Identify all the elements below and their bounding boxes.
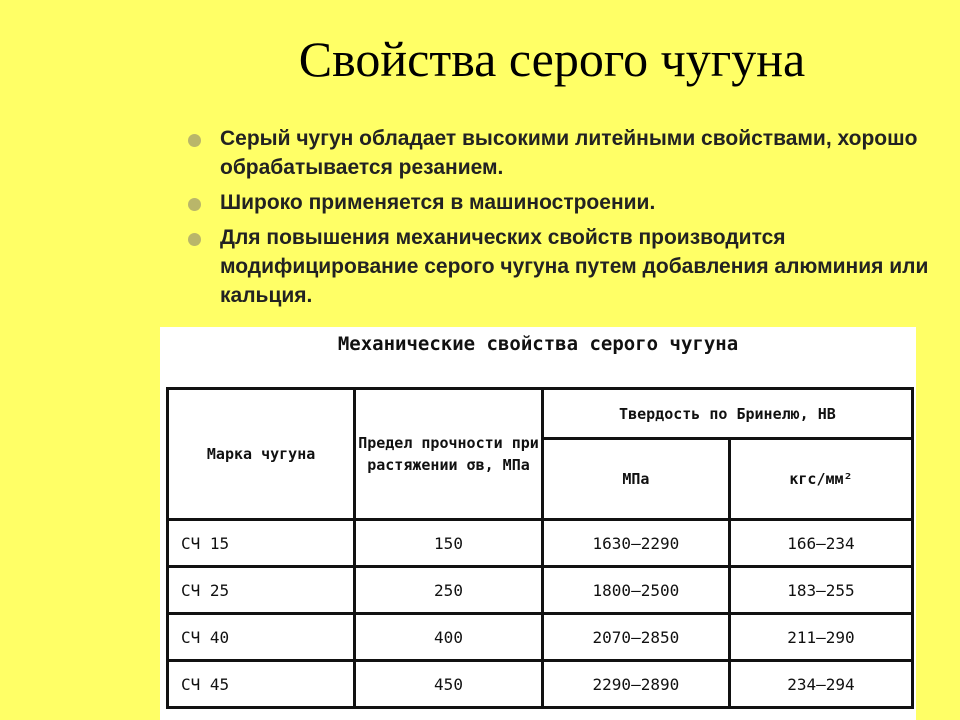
cell-strength: 150 (355, 520, 543, 567)
bullet-text: Для повышения механических свойств производится модифицирование серого чугуна путем добавления алюминия или кальция. (220, 226, 929, 307)
bullet-dot-icon (188, 233, 201, 246)
table-row (168, 567, 913, 614)
slide-title: Свойства серого чугуна (298, 31, 806, 87)
cell-mpa: 2290–2890 (542, 661, 729, 708)
bullet-dot-icon (188, 134, 201, 147)
bullet-item (188, 223, 948, 310)
header-strength: Предел прочности при растяжении σв, МПа (355, 389, 543, 520)
cell-grade: СЧ 15 (168, 520, 355, 567)
bullet-text: Серый чугун обладает высокими литейными свойствами, хорошо обрабатывается резанием. (220, 127, 918, 179)
properties-table-panel (160, 327, 916, 720)
bullet-item (188, 188, 948, 217)
header-grade: Марка чугуна (168, 389, 355, 520)
header-kgf: кгс/мм² (729, 439, 912, 520)
table-caption: Механические свойства серого чугуна (337, 333, 739, 355)
cell-mpa: 1800–2500 (542, 567, 729, 614)
table-row (168, 520, 913, 567)
cell-kgf: 183–255 (729, 567, 912, 614)
table-row (168, 614, 913, 661)
cell-strength: 250 (355, 567, 543, 614)
header-mpa: МПа (542, 439, 729, 520)
cell-strength: 450 (355, 661, 543, 708)
header-hardness: Твердость по Бринелю, НВ (542, 389, 912, 439)
cell-mpa: 1630–2290 (542, 520, 729, 567)
bullet-text: Широко применяется в машиностроении. (220, 191, 656, 214)
cell-mpa: 2070–2850 (542, 614, 729, 661)
mechanical-properties-table (166, 387, 914, 709)
cell-grade: СЧ 40 (168, 614, 355, 661)
cell-kgf: 234–294 (729, 661, 912, 708)
table-row (168, 661, 913, 708)
bullet-item (188, 124, 948, 182)
bullet-list (188, 124, 948, 316)
cell-grade: СЧ 25 (168, 567, 355, 614)
cell-kgf: 166–234 (729, 520, 912, 567)
cell-grade: СЧ 45 (168, 661, 355, 708)
cell-strength: 400 (355, 614, 543, 661)
bullet-dot-icon (188, 198, 201, 211)
cell-kgf: 211–290 (729, 614, 912, 661)
